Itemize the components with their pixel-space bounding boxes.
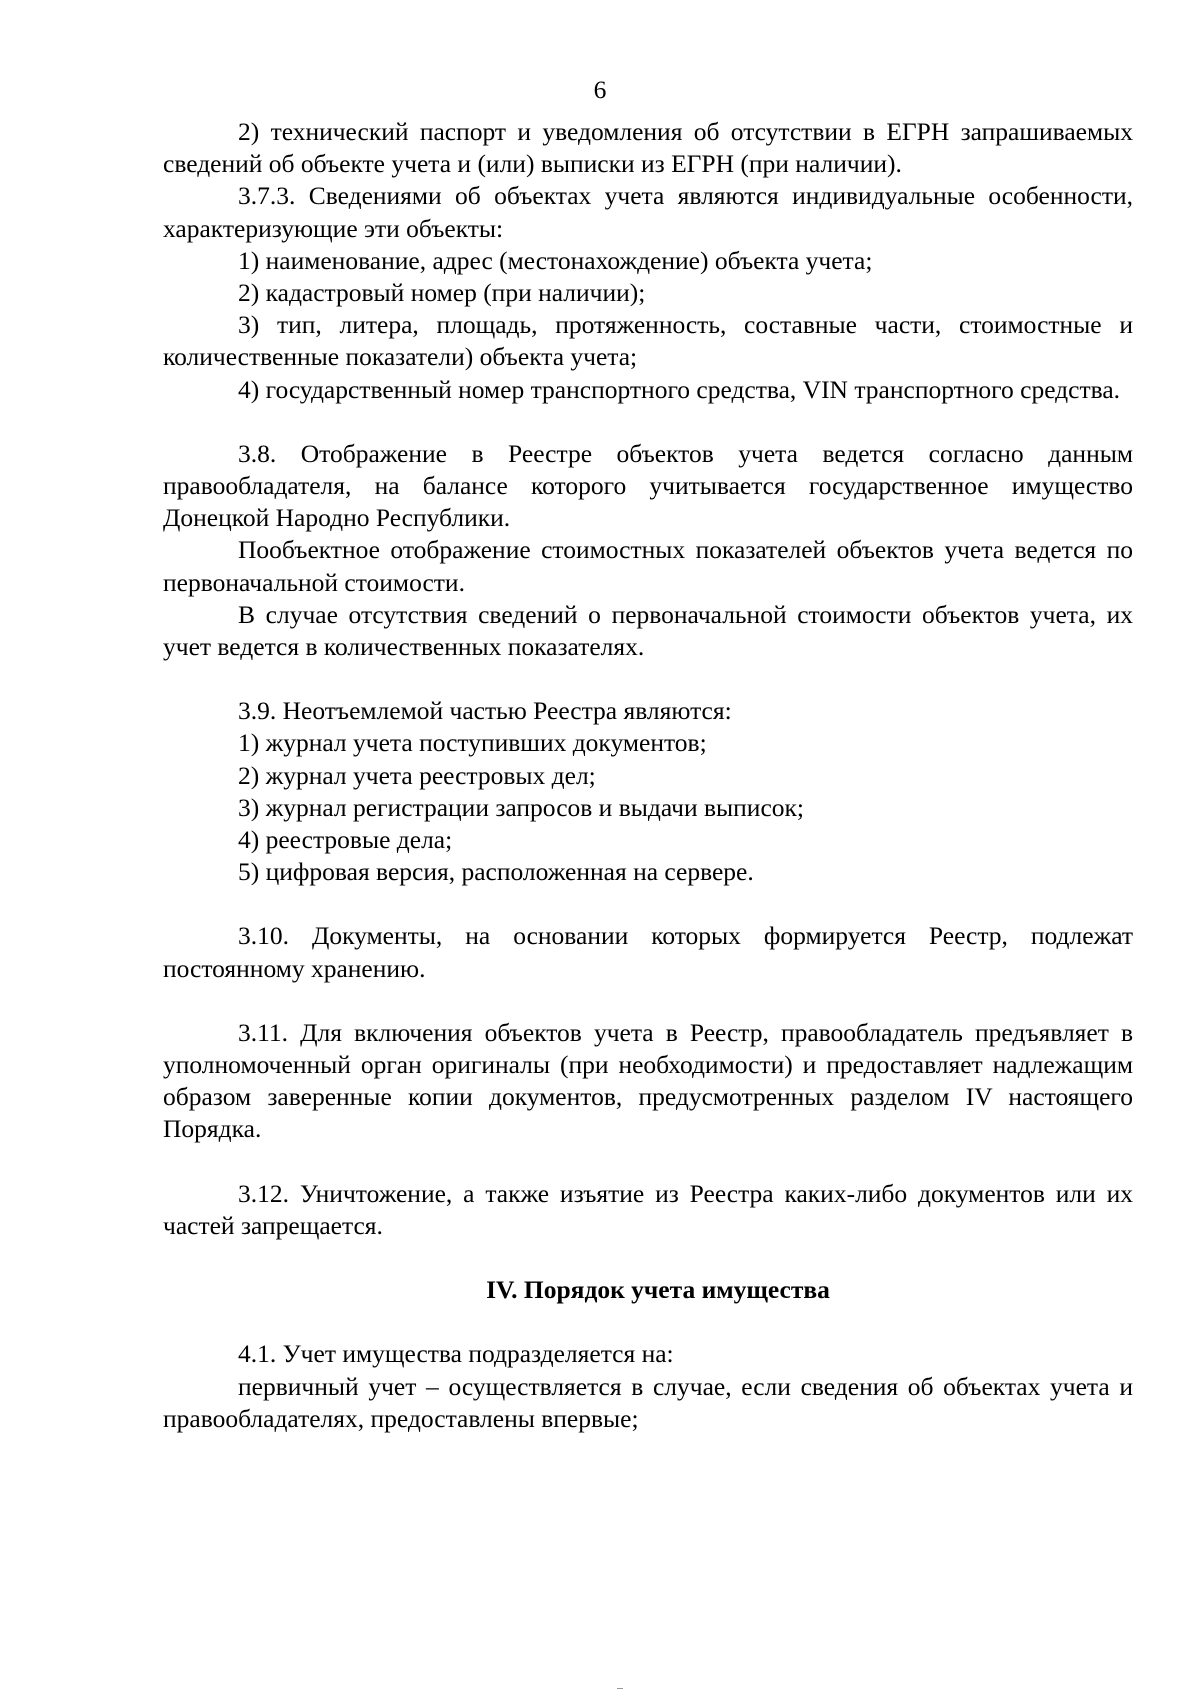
list-item: 5) цифровая версия, расположенная на сервере. — [238, 857, 754, 887]
scan-mark — [617, 1688, 623, 1689]
paragraph-4-1: 4.1. Учет имущества подразделяется на: — [238, 1339, 674, 1369]
document-body — [163, 116, 1133, 1435]
paragraph-gap — [163, 985, 1133, 1017]
paragraph-technical-passport: 2) технический паспорт и уведомления об отсутствии в ЕГРН запрашиваемых сведений об объекте учета и (или) выписки из ЕГРН (при наличии). — [163, 117, 1133, 179]
section-heading: IV. Порядок учета имущества — [486, 1275, 830, 1305]
list-item: 4) реестровые дела; — [238, 825, 453, 855]
list-item: 3) журнал регистрации запросов и выдачи выписок; — [238, 792, 804, 822]
list-item: 2) кадастровый номер (при наличии); — [238, 278, 646, 308]
paragraph-3-11: 3.11. Для включения объектов учета в Реестр, правообладатель предъявляет в уполномоченный орган оригиналы (при необходимости) и предоставляет надлежащим образом заверенные копии документов, предусмотренных разделом IV настоящего Порядка. — [163, 1017, 1133, 1144]
list-item: 2) журнал учета реестровых дел; — [238, 760, 596, 790]
paragraph-gap — [163, 406, 1133, 438]
list-item: 3) тип, литера, площадь, протяженность, составные части, стоимостные и количественные показатели) объекта учета; — [163, 310, 1133, 372]
paragraph-3-8: 3.8. Отображение в Реестре объектов учета ведется согласно данным правообладателя, на балансе которого учитывается государственное имущество Донецкой Народно Республики. — [163, 438, 1133, 533]
paragraph-no-initial-cost: В случае отсутствия сведений о первоначальной стоимости объектов учета, их учет ведется в количественных показателях. — [163, 599, 1133, 662]
list-item: 1) журнал учета поступивших документов; — [238, 728, 707, 758]
paragraph-3-9: 3.9. Неотъемлемой частью Реестра являются: — [238, 696, 732, 726]
paragraph-gap — [163, 888, 1133, 920]
paragraph-primary-accounting: первичный учет – осуществляется в случае, если сведения об объектах учета и правообладателях, предоставлены впервые; — [163, 1371, 1133, 1433]
page-number: 6 — [593, 75, 607, 104]
paragraph-3-10: 3.10. Документы, на основании которых формируется Реестр, подлежат постоянному хранению. — [163, 921, 1133, 983]
paragraph-per-object-display: Пообъектное отображение стоимостных показателей объектов учета ведется по первоначальной стоимости. — [163, 535, 1133, 597]
paragraph-3-12: 3.12. Уничтожение, а также изъятие из Реестра каких-либо документов или их частей запрещается. — [163, 1178, 1133, 1240]
paragraph-gap — [163, 1146, 1133, 1178]
list-item: 1) наименование, адрес (местонахождение) объекта учета; — [238, 245, 873, 275]
paragraph-gap — [163, 1242, 1133, 1274]
paragraph-gap — [163, 1306, 1133, 1338]
paragraph-3-7-3: 3.7.3. Сведениями об объектах учета являются индивидуальные особенности, характеризующие эти объекты: — [163, 181, 1133, 243]
list-item: 4) государственный номер транспортного средства, VIN транспортного средства. — [238, 374, 1121, 404]
paragraph-gap — [163, 663, 1133, 695]
